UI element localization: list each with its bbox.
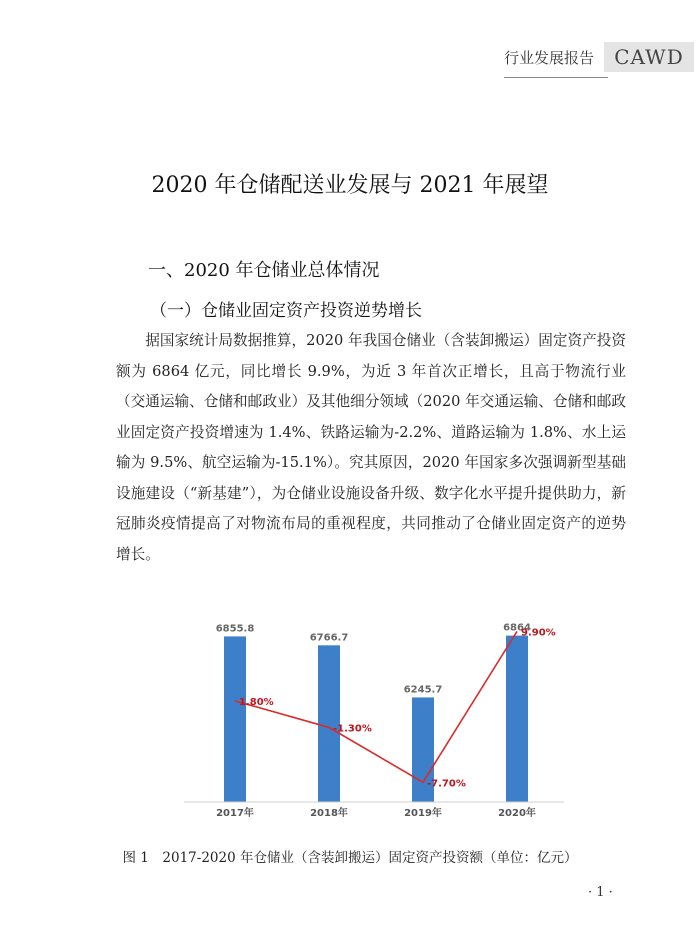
body-paragraph: 据国家统计局数据推算，2020 年我国仓储业（含装卸搬运）固定资产投资额为 6864 亿元，同比增长 9.9%，为近 3 年首次正增长，且高于物流行业（交通运输、仓储和邮政业）及其他细分领域（2020 年交通运输、仓储和邮政业固定资产投资增速为 1.4%、铁路运输为-2.2%、道路运输为 1.8%、水上运输为 9.5%、航空运输为-15.1%）。究其原因，2020 年国家多次强调新型基础设施建设（“新基建”），为仓储业设施设备升级、数字化水平提升提供助力，新冠肺炎疫情提高了对物流布局的重视程度，共同推动了仓储业固定资产的逆势增长。 <box>116 332 626 563</box>
growth-rate-label: -7.70% <box>427 778 466 790</box>
page-header <box>504 40 694 74</box>
header-text: 行业发展报告 <box>504 48 595 67</box>
growth-rate-line <box>235 631 517 782</box>
header-divider <box>504 77 608 78</box>
bar-4 <box>506 636 528 802</box>
x-tick-label: 2020年 <box>498 808 536 819</box>
bar-value-label: 6245.7 <box>403 684 443 696</box>
growth-rate-label: 1.80% <box>239 696 274 708</box>
document-title: 2020 年仓储配送业发展与 2021 年展望 <box>151 173 549 198</box>
x-tick-label: 2017年 <box>216 808 254 819</box>
growth-rate-label: -1.30% <box>333 723 372 735</box>
bar-value-label: 6766.7 <box>309 632 349 644</box>
x-tick-label: 2018年 <box>310 808 348 819</box>
investment-chart <box>184 596 564 832</box>
cawd-logo: CAWD <box>604 42 694 72</box>
subsection-heading: （一）仓储业固定资产投资逆势增长 <box>150 301 422 321</box>
section-heading: 一、2020 年仓储业总体情况 <box>148 260 380 281</box>
bar-1 <box>224 636 246 802</box>
bar-value-label: 6864 <box>503 622 531 634</box>
x-tick-label: 2019年 <box>404 808 442 819</box>
growth-rate-label: 9.90% <box>521 627 556 639</box>
figure-caption: 图 1 2017-2020 年仓储业（含装卸搬运）固定资产投资额（单位：亿元） <box>122 850 578 866</box>
bar-value-label: 6855.8 <box>215 623 255 635</box>
page-number: · 1 · <box>588 885 613 900</box>
